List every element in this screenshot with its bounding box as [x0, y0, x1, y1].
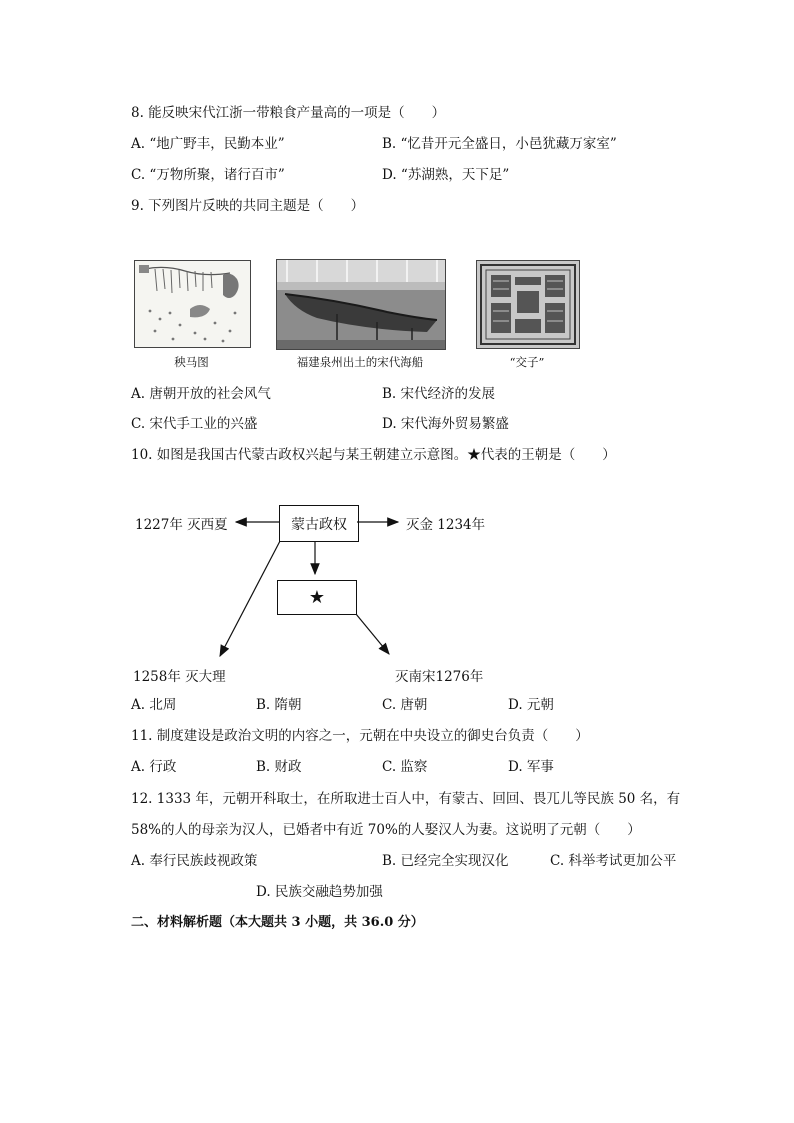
q12-stem-line1: 12. 1333 年，元朝开科取士，在所取进士百人中，有蒙古、回回、畏兀儿等民族 50 名，有 — [131, 791, 681, 807]
q10-option-c: C. 唐朝 — [382, 697, 428, 713]
q9-option-a: A. 唐朝开放的社会风气 — [131, 386, 271, 402]
q10-stem: 10. 如图是我国古代蒙古政权兴起与某王朝建立示意图。★代表的王朝是（ ） — [131, 447, 616, 463]
mongol-regime-label: 蒙古政权 — [291, 516, 347, 533]
diagram-xixia-label: 1227年 灭西夏 — [135, 517, 228, 533]
caption-jiaozi: “交子” — [509, 355, 545, 369]
star-icon: ★ — [308, 587, 326, 608]
q11-option-c: C. 监察 — [382, 759, 428, 775]
diagram-southern-song-label: 灭南宋1276年 — [395, 669, 484, 685]
q11-stem: 11. 制度建设是政治文明的内容之一，元朝在中央设立的御史台负责（ ） — [131, 728, 589, 744]
q9-option-d: D. 宋代海外贸易繁盛 — [382, 416, 509, 432]
q10-option-b: B. 隋朝 — [256, 697, 302, 713]
q8-option-b: B. “忆昔开元全盛日，小邑犹藏万家室” — [382, 136, 617, 152]
star-dynasty-box — [277, 580, 357, 615]
q11-option-b: B. 财政 — [256, 759, 302, 775]
q8-option-a: A. “地广野丰，民勤本业” — [131, 136, 285, 152]
q8-option-d: D. “苏湖熟，天下足” — [382, 167, 510, 183]
q9-option-b: B. 宋代经济的发展 — [382, 386, 496, 402]
q10-option-a: A. 北周 — [131, 697, 177, 713]
q9-option-c: C. 宋代手工业的兴盛 — [131, 416, 258, 432]
q12-option-c: C. 科举考试更加公平 — [550, 853, 677, 869]
q8-option-c: C. “万物所聚，诸行百市” — [131, 167, 285, 183]
q9-stem: 9. 下列图片反映的共同主题是（ ） — [131, 198, 365, 214]
q12-option-d: D. 民族交融趋势加强 — [256, 884, 383, 900]
q8-stem: 8. 能反映宋代江浙一带粮食产量高的一项是（ ） — [131, 105, 446, 121]
q12-option-a: A. 奉行民族歧视政策 — [131, 853, 258, 869]
section2-heading: 二、材料解析题（本大题共 3 小题，共 36.0 分） — [131, 915, 424, 930]
caption-yangma: 秧马图 — [174, 355, 209, 369]
q11-option-d: D. 军事 — [508, 759, 554, 775]
q11-option-a: A. 行政 — [131, 759, 177, 775]
caption-song-ship: 福建泉州出土的宋代海船 — [296, 355, 424, 369]
diagram-jin-label: 灭金 1234年 — [406, 517, 486, 533]
q12-stem-line2: 58%的人的母亲为汉人，已婚者中有近 70%的人娶汉人为妻。这说明了元朝（ ） — [131, 822, 641, 838]
mongol-regime-box — [279, 505, 359, 542]
diagram-dali-label: 1258年 灭大理 — [133, 669, 226, 685]
q12-option-b: B. 已经完全实现汉化 — [382, 853, 509, 869]
q10-option-d: D. 元朝 — [508, 697, 554, 713]
